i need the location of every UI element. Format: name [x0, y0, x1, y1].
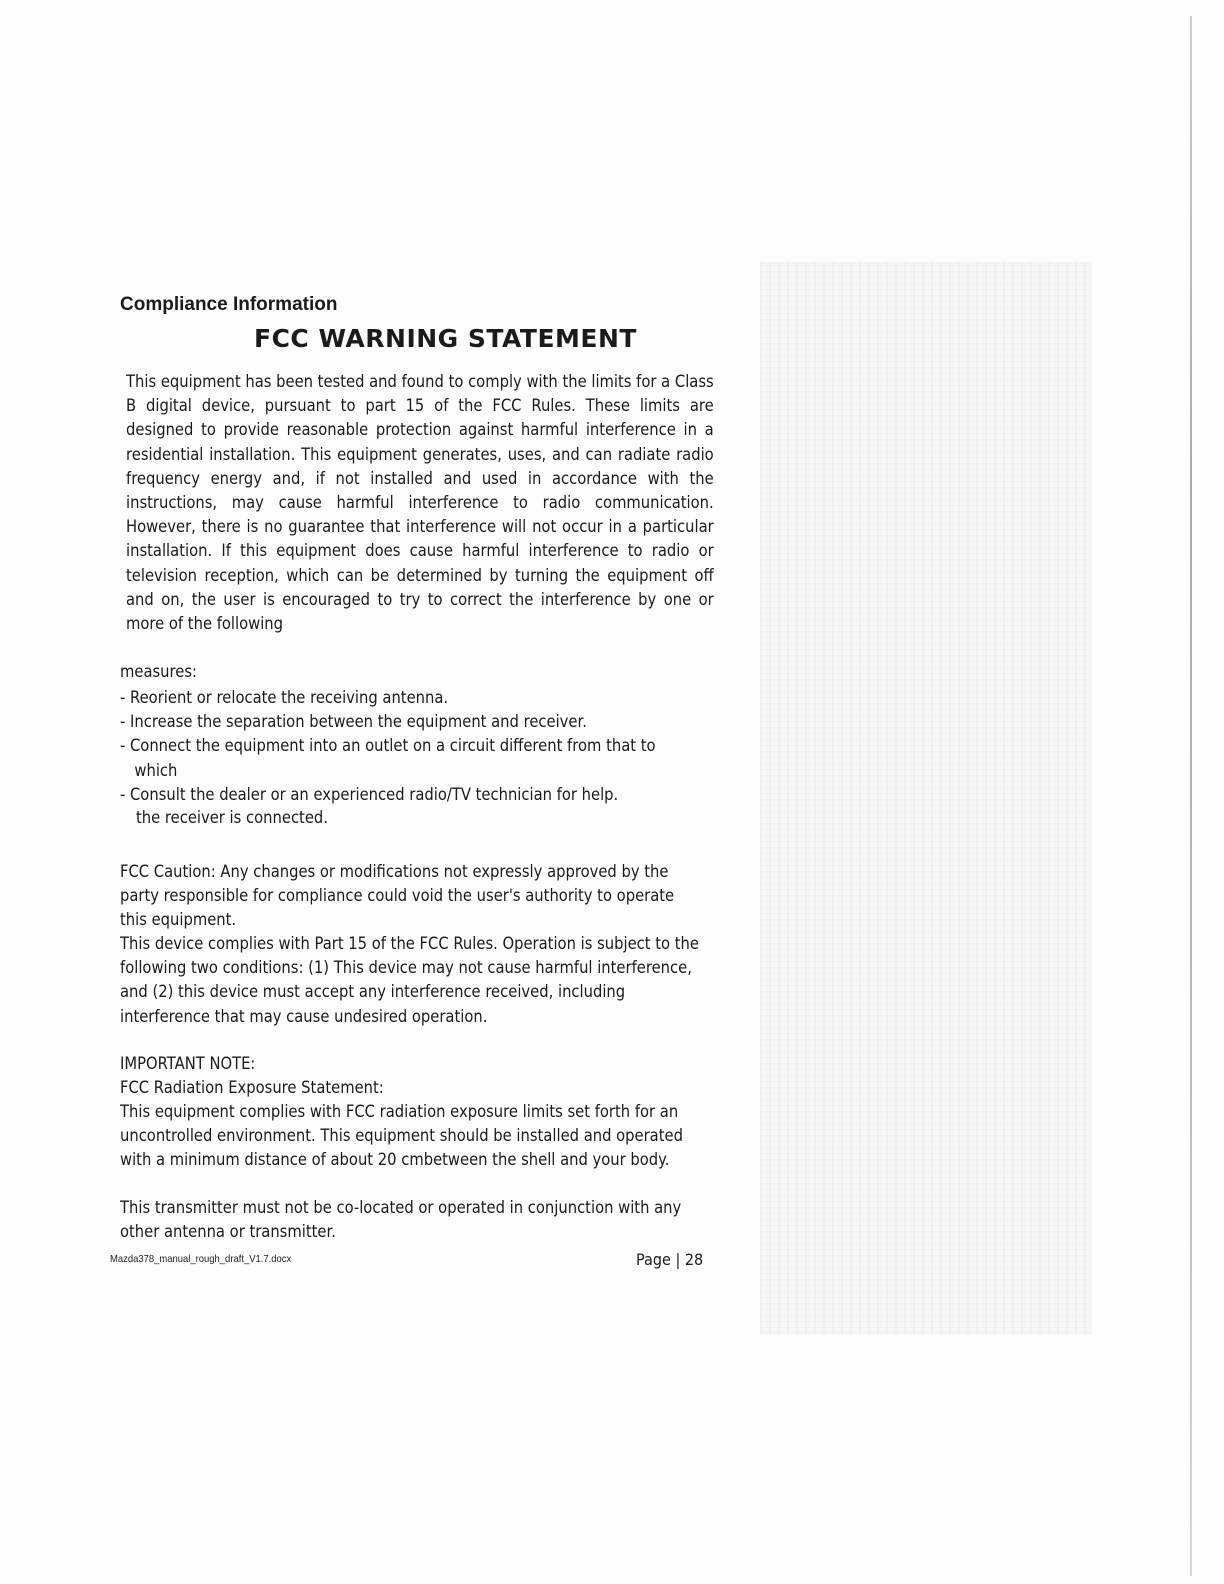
footer-filename: Mazda378_manual_rough_draft_V1.7.docx	[110, 1253, 292, 1265]
measures-label: measures:	[120, 662, 197, 681]
footer-page-number: Page | 28	[636, 1250, 704, 1269]
radiation-paragraph: This equipment complies with FCC radiation exposure limits set forth for an uncontrolled environment. This equipment should be installed and operated with a minimum distance of about 20 cmbetween the shell and your body.	[120, 1102, 683, 1170]
list-item: - Reorient or relocate the receiving antenna.	[120, 688, 449, 707]
important-note-label: IMPORTANT NOTE:	[120, 1054, 256, 1073]
measures-continuation: the receiver is connected.	[136, 808, 328, 827]
scan-artifact	[760, 262, 1092, 1334]
caution-paragraph: FCC Caution: Any changes or modifications not expressly approved by the party responsible for compliance could void the user's authority to operate this equipment.	[120, 862, 675, 930]
list-item: - Increase the separation between the equipment and receiver.	[120, 712, 587, 732]
list-item: - Connect the equipment into an outlet on a circuit different from that to which	[120, 736, 656, 780]
intro-paragraph: This equipment has been tested and found to comply with the limits for a Class B digital device, pursuant to part 15 of the FCC Rules. These limits are designed to provide reasonable protection against harmful interference in a residential installation. This equipment generates, uses, and can radiate radio frequency energy and, if not installed and used in accordance with the instructions, may cause harmful interference to radio communication. However, there is no guarantee that interference will not occur in a particular installation. If this equipment does cause harmful interference to radio or television reception, which can be determined by turning the equipment off and on, the user is encouraged to try to correct the interference by one or more of the following	[126, 372, 714, 634]
radiation-statement-label: FCC Radiation Exposure Statement:	[120, 1078, 384, 1097]
list-item: - Consult the dealer or an experienced radio/TV technician for help.	[120, 784, 619, 804]
transmitter-paragraph: This transmitter must not be co-located or operated in conjunction with any other antenna or transmitter.	[120, 1198, 682, 1242]
section-label: Compliance Information	[120, 294, 338, 315]
complies-paragraph: This device complies with Part 15 of the FCC Rules. Operation is subject to the following two conditions: (1) This device may not cause harmful interference, and (2) this device must accept any interference received, including interference that may cause undesired operation.	[120, 934, 699, 1026]
page-edge-line	[1190, 16, 1192, 1576]
measures-list	[120, 686, 696, 807]
page-title: FCC WARNING STATEMENT	[254, 324, 637, 353]
